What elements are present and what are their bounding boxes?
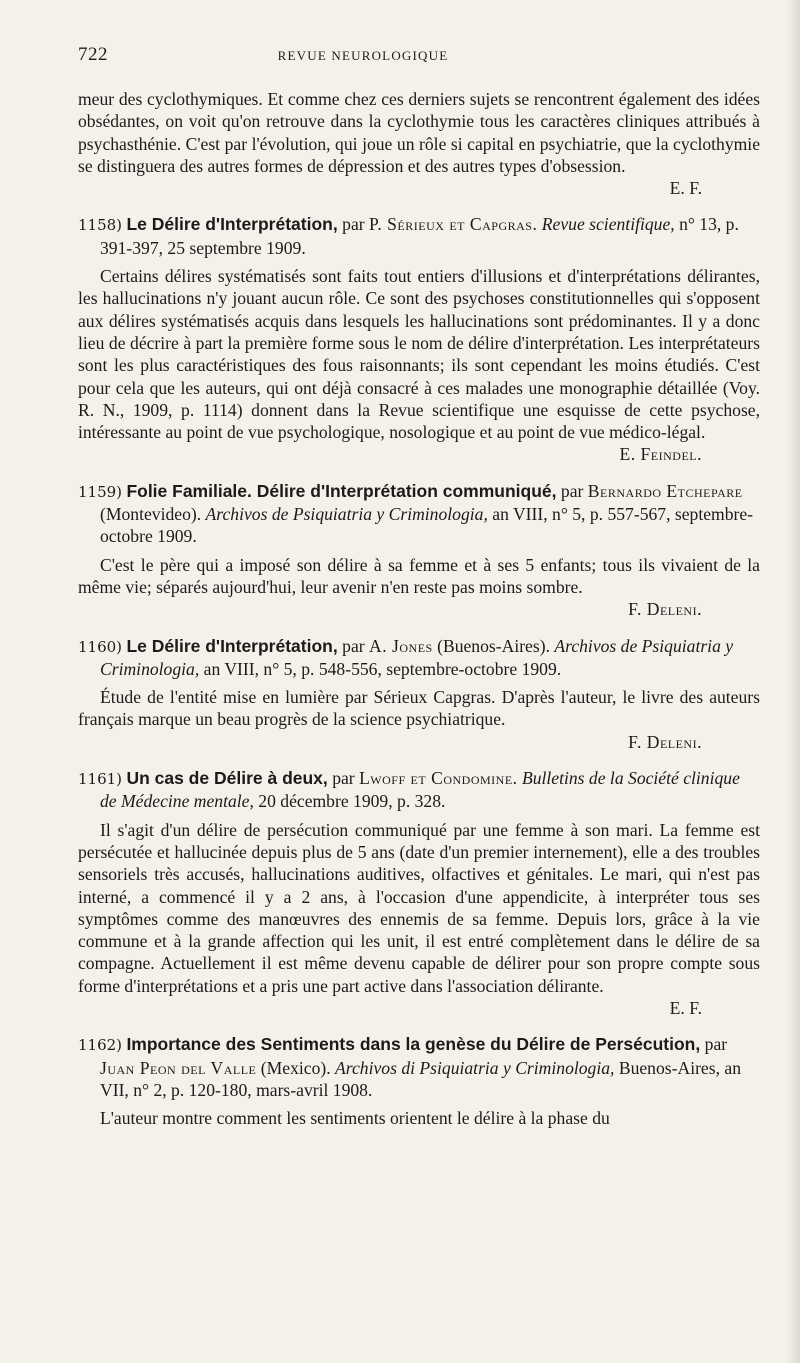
entry-title: Un cas de Délire à deux, <box>126 768 328 789</box>
entry-heading <box>78 767 760 813</box>
entry-source: Revue scientifique, <box>541 214 675 235</box>
entry-title: Le Délire d'Interprétation, <box>126 214 338 235</box>
entry-authors: P. Sérieux et Capgras. <box>369 214 538 235</box>
entry-authors: Bernardo Etchepare <box>587 480 743 501</box>
entry-authors: Lwoff et Condomine. <box>359 768 518 789</box>
authors-prefix: par <box>560 480 584 501</box>
authors-prefix: par <box>342 214 365 235</box>
abstract-entry-1159 <box>78 480 760 621</box>
entry-source: Bulletins de la Société clinique de Médecine mentale, <box>100 768 740 812</box>
intro-signature: E. F. <box>669 178 702 199</box>
page-header <box>78 44 638 66</box>
authors-prefix: par <box>342 635 365 656</box>
entry-source: Archivos de Psiquiatria y Criminologia, <box>205 504 488 525</box>
entry-number: 1159) <box>78 482 123 501</box>
authors-prefix: par <box>704 1034 728 1055</box>
entry-location: (Mexico). <box>260 1057 331 1078</box>
entry-details: Buenos-Aires, an VII, n° 2, p. 120-180, mars-avril 1908. <box>100 1057 741 1100</box>
intro-section <box>78 88 760 199</box>
entry-number: 1161) <box>78 770 123 789</box>
entry-authors: Juan Peon del Valle <box>100 1057 257 1078</box>
entry-title: Le Délire d'Interprétation, <box>126 635 338 656</box>
entry-location: (Buenos-Aires). <box>437 635 550 656</box>
entry-number: 1158) <box>78 216 123 235</box>
entry-signature: E. Feindel. <box>619 444 702 465</box>
entry-body: C'est le père qui a imposé son délire à sa femme et à ses 5 enfants; tous ils vivaient de la même vie; séparés aujourd'hui, leur avenir n'en reste pas moins sombre. <box>78 554 760 597</box>
entry-authors: A. Jones <box>369 635 433 656</box>
abstract-entry-1158 <box>78 213 760 465</box>
intro-paragraph: meur des cyclothymiques. Et comme chez ces derniers sujets se rencontrent également des idées obsédantes, on voit qu'on retrouve dans la cyclothymie tous les caractères cliniques attribués à psychasthénie. C'est par l'évolution, qui joue un rôle si capital en psychiatrie, que la cyclothymie se distinguera des autres formes de dépression et des autres types d'obsession. <box>78 89 760 176</box>
entry-details: an VIII, n° 5, p. 548-556, septembre-octobre 1909. <box>203 658 562 679</box>
entry-signature: E. F. <box>669 997 702 1018</box>
entry-source: Archivos de Psiquiatria y Criminologia, <box>100 635 734 679</box>
abstract-entry-1160 <box>78 635 760 753</box>
entry-title: Folie Familiale. Délire d'Interprétation communiqué, <box>126 480 557 501</box>
running-title: REVUE NEUROLOGIQUE <box>277 48 449 63</box>
abstract-entry-1162 <box>78 1033 760 1129</box>
entry-number: 1160) <box>78 637 123 656</box>
page-number: 722 <box>78 44 108 65</box>
page-edge-shadow <box>786 0 800 1363</box>
entry-body: L'auteur montre comment les sentiments orientent le délire à la phase du <box>100 1108 610 1129</box>
entry-heading <box>78 1033 760 1101</box>
entry-heading <box>78 213 760 259</box>
authors-prefix: par <box>332 768 355 789</box>
entry-signature: F. Deleni. <box>628 731 702 752</box>
entry-heading <box>78 635 760 681</box>
entry-body: Certains délires systématisés sont faits tout entiers d'illusions et d'interprétations délirantes, les hallucinations n'y jouant aucun rôle. Ce sont des psychoses constitutionnelles qui s'opposent aux délires systématisés acquis dans lesquels les hallucinations sont prédominantes. Il y a donc lieu de décrire à part la première forme sous le nom de délire d'interprétation. Les interprétateurs sont les plus caractéristiques des fous raisonnants; ils sont cependant les moins étudiés. C'est pour cela que les auteurs, qui ont déjà consacré à ces malades une monographie détaillée (Voy. R. N., 1909, p. 1114) donnent dans la Revue scientifique une esquisse de cette psychose, intéressante au point de vue psychologique, nosologique et au point de vue médico-légal. <box>78 266 760 443</box>
entry-body: Il s'agit d'un délire de persécution communiqué par une femme à son mari. La femme est persécutée et hallucinée depuis plus de 5 ans (date d'un premier internement), elle a des troubles sensoriels très accusés, hallucinations auditives, olfactives et génitales. Le mari, qui n'est pas interné, a commencé il y a 2 ans, à l'occasion d'une appendicite, à interpréter tous ses symptômes comme des manœuvres des ennemis de sa femme. Depuis lors, grâce à la vie commune et à la grande affection qui les unit, il est entré complètement dans le délire de sa compagne. Actuellement il est même devenu capable de délirer pour son propre compte sous forme d'interprétations et a pris une part active dans l'association délirante. <box>78 819 760 996</box>
entry-number: 1162) <box>78 1036 123 1055</box>
abstract-entry-1161 <box>78 767 760 1019</box>
entry-source: Archivos di Psiquiatria y Criminologia, <box>335 1057 615 1078</box>
entry-title: Importance des Sentiments dans la genèse du Délire de Persécution, <box>126 1034 701 1055</box>
entry-details: an VIII, n° 5, p. 557-567, septembre-octobre 1909. <box>100 504 754 547</box>
entry-heading <box>78 480 760 548</box>
entry-body: Étude de l'entité mise en lumière par Sérieux Capgras. D'après l'auteur, le livre des auteurs français marque un beau progrès de la science psychiatrique. <box>78 687 760 730</box>
entry-details: 20 décembre 1909, p. 328. <box>258 791 446 812</box>
entry-location: (Montevideo). <box>100 504 202 525</box>
entry-details: n° 13, p. 391-397, 25 septembre 1909. <box>100 214 739 258</box>
entry-signature: F. Deleni. <box>628 599 702 620</box>
